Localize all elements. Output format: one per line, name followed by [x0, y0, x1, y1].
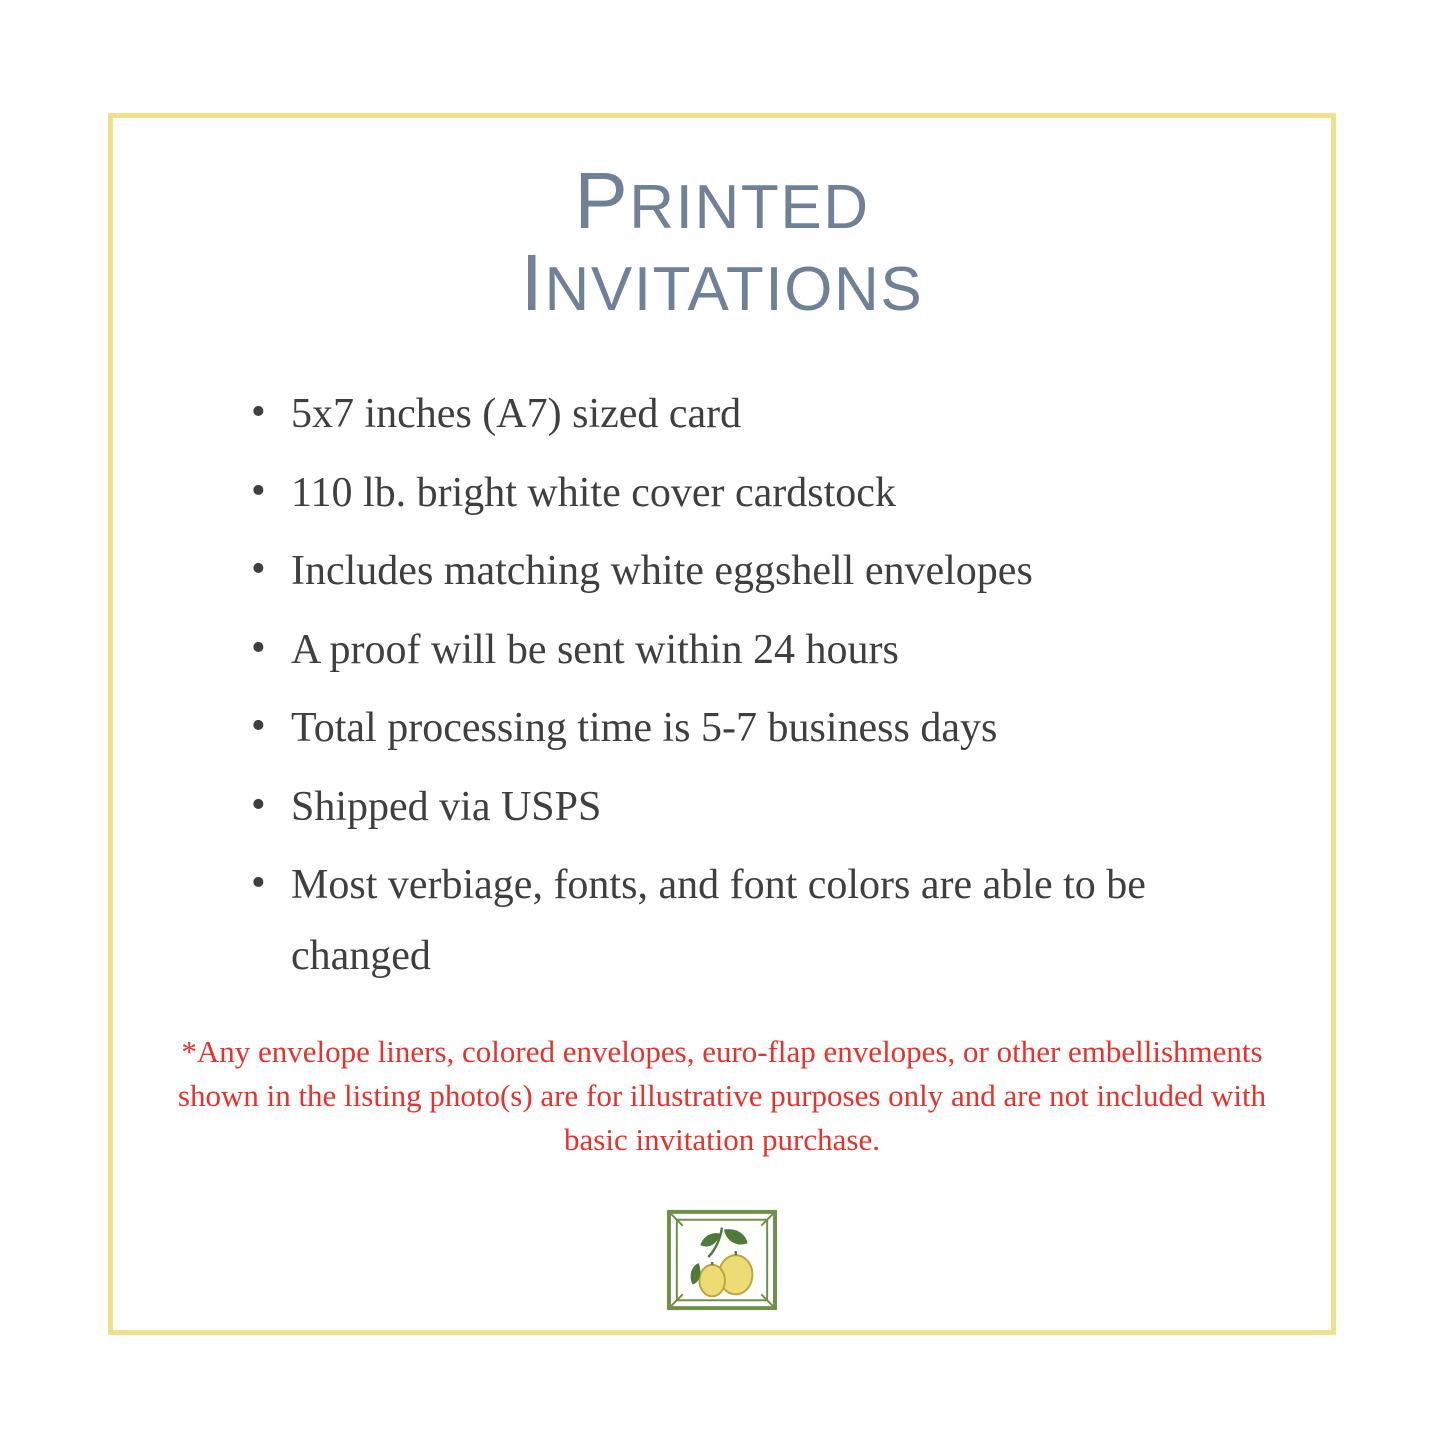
bordered-card: [108, 113, 1336, 1335]
bullet-glyph: •: [251, 860, 266, 907]
list-item-text: Includes matching white eggshell envelopes: [291, 548, 1033, 595]
bullet-glyph: •: [251, 703, 266, 750]
list-item: [243, 772, 1241, 843]
disclaimer-text: *Any envelope liners, colored envelopes, euro-flap envelopes, or other embellishments shown in the listing photo(s) are for illustrative purposes only and are not included with basic invitation purchase.: [177, 1033, 1267, 1157]
logo-container: [113, 1206, 1331, 1314]
list-item: [243, 379, 1241, 450]
list-item: [243, 615, 1241, 686]
lemon-branch-logo-icon: [663, 1206, 781, 1314]
list-item: [243, 850, 1241, 991]
list-item-text: A proof will be sent within 24 hours: [291, 626, 899, 673]
list-item: [243, 458, 1241, 529]
list-item: [243, 693, 1241, 764]
page-title: [113, 156, 1331, 327]
list-item-text: Total processing time is 5-7 business days: [291, 705, 998, 752]
title-line-1: [113, 156, 1331, 245]
bullet-glyph: •: [251, 624, 266, 671]
bullet-glyph: •: [251, 467, 266, 514]
list-item-text: Shipped via USPS: [291, 783, 602, 830]
title-line-2-cap: I: [520, 237, 545, 327]
title-line-2: [113, 237, 1331, 327]
list-item-text: Most verbiage, fonts, and font colors are able to be changed: [291, 862, 1146, 980]
bullet-glyph: •: [251, 546, 266, 593]
list-item-text: 5x7 inches (A7) sized card: [291, 391, 742, 438]
feature-list: [113, 379, 1331, 991]
title-line-1-cap: P: [574, 156, 630, 245]
bullet-glyph: •: [251, 781, 266, 828]
title-line-2-rest: NVITATIONS: [544, 254, 924, 324]
list-item-text: 110 lb. bright white cover cardstock: [291, 469, 896, 516]
list-item: [243, 536, 1241, 607]
bullet-glyph: •: [251, 389, 266, 436]
title-line-1-rest: RINTED: [629, 173, 870, 242]
